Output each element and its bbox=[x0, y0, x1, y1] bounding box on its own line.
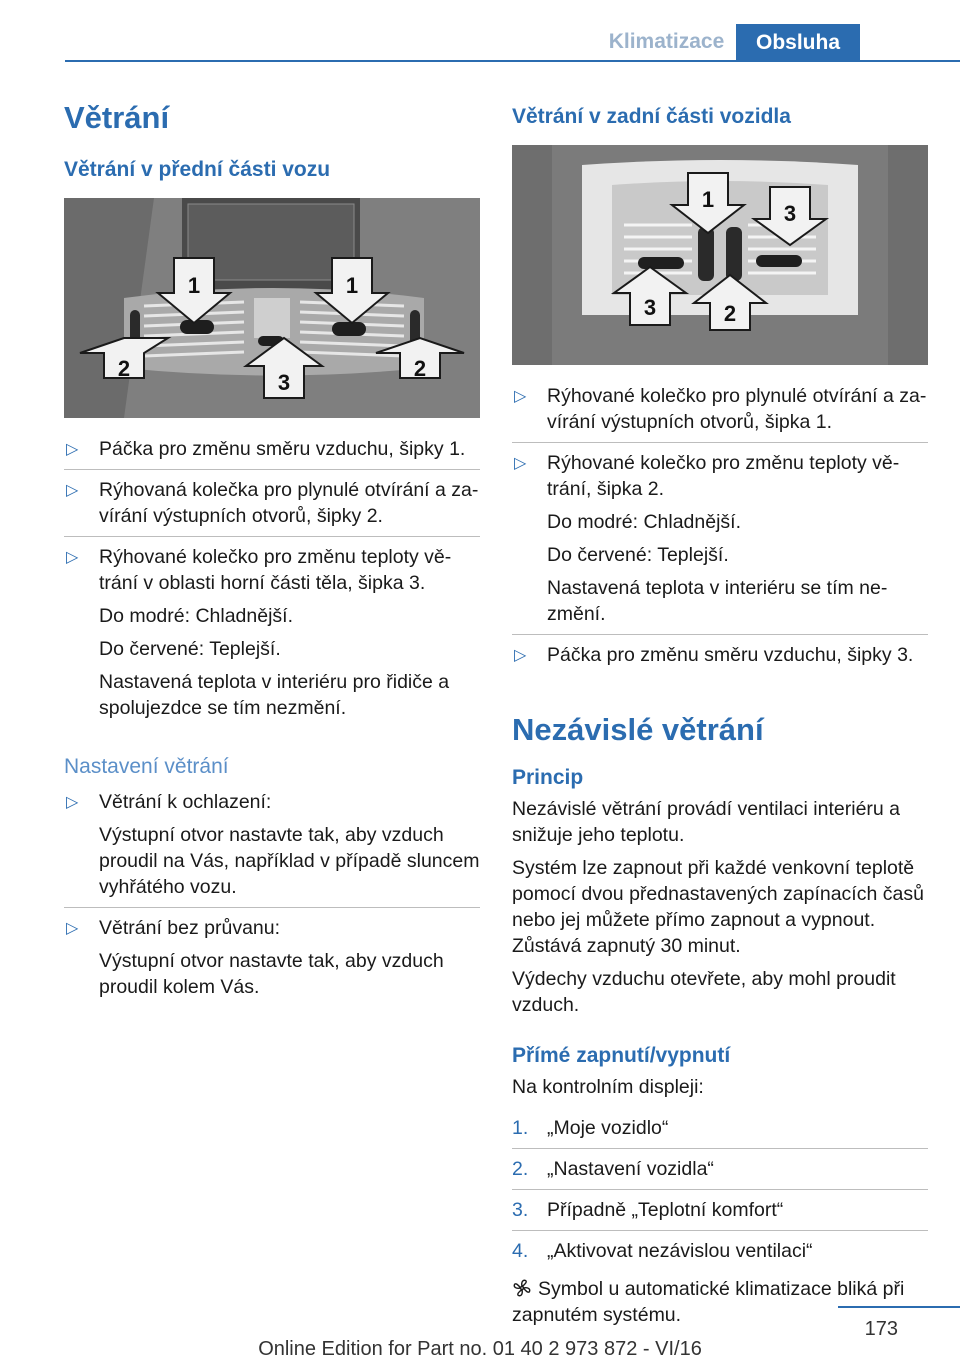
arrow-label: 3 bbox=[643, 295, 657, 320]
bullet-note: Do červené: Teplejší. bbox=[99, 638, 281, 660]
rear-vents-figure bbox=[512, 145, 928, 365]
divider bbox=[512, 634, 928, 635]
front-vents-figure bbox=[64, 198, 480, 418]
triangle-bullet-icon: ▷ bbox=[66, 482, 79, 499]
step-text: „Aktivovat nezávislou ventilaci“ bbox=[547, 1240, 813, 1262]
page-number: 173 bbox=[864, 1318, 898, 1340]
step-number: 1. bbox=[512, 1117, 529, 1139]
triangle-bullet-icon: ▷ bbox=[66, 794, 79, 811]
list-item bbox=[512, 450, 928, 627]
triangle-bullet-icon: ▷ bbox=[514, 647, 527, 664]
rear-bullet-list bbox=[512, 383, 928, 668]
step-number: 3. bbox=[512, 1199, 529, 1221]
principle-heading: Princip bbox=[512, 766, 584, 789]
bullet-note: Výstupní otvor nastavte tak, aby vzduch proudil kolem Vás. bbox=[99, 950, 444, 998]
footer-rule bbox=[838, 1306, 960, 1308]
bullet-text: Větrání bez průvanu: bbox=[99, 917, 281, 939]
arrow-label: 1 bbox=[701, 187, 715, 212]
divider bbox=[64, 536, 480, 537]
list-item bbox=[64, 915, 480, 1000]
triangle-bullet-icon: ▷ bbox=[514, 388, 527, 405]
rear-vents-illustration bbox=[512, 145, 928, 365]
edition-footer: Online Edition for Part no. 01 40 2 973 872 - VI/16 bbox=[258, 1338, 702, 1360]
bullet-text: Rýhovaná kolečka pro plynulé otvírání a za‐vírání výstupních otvorů, šipky 2. bbox=[99, 479, 479, 527]
principle-paragraph: Systém lze zapnout při každé venkovní teplotě pomocí dvou přednastavených zapínacích časů nebo jej můžete přímo zapnout a vypnout. Zůstává zapnutý 30 minut. bbox=[512, 857, 924, 957]
header-rule bbox=[65, 60, 960, 62]
list-item bbox=[512, 383, 928, 435]
list-item bbox=[64, 436, 480, 462]
fan-icon bbox=[512, 1278, 532, 1298]
divider bbox=[64, 907, 480, 908]
principle-paragraph: Výdechy vzduchu otevřete, aby mohl proudit vzduch. bbox=[512, 968, 896, 1016]
bullet-text: Rýhované kolečko pro změnu teploty vě‐trání, šipka 2. bbox=[547, 452, 900, 500]
settings-bullet-list bbox=[64, 789, 480, 1000]
arrow-label: 1 bbox=[345, 273, 359, 298]
tab-klimatizace[interactable]: Klimatizace bbox=[608, 30, 725, 53]
tab-obsluha[interactable]: Obsluha bbox=[736, 24, 860, 62]
front-bullet-list bbox=[64, 436, 480, 721]
front-ventilation-heading: Větrání v přední části vozu bbox=[64, 158, 331, 181]
rear-ventilation-heading: Větrání v zadní části vozidla bbox=[512, 105, 791, 128]
step-text: Případně „Teplotní komfort“ bbox=[547, 1199, 784, 1221]
divider bbox=[512, 1189, 928, 1190]
bullet-note: Do modré: Chladnější. bbox=[547, 511, 742, 533]
list-item bbox=[512, 642, 928, 668]
divider bbox=[512, 1230, 928, 1231]
arrow-label: 2 bbox=[117, 356, 131, 381]
list-item bbox=[64, 477, 480, 529]
bullet-note: Nastavená teplota v interiéru se tím ne‐změní. bbox=[547, 577, 888, 625]
bullet-note: Do červené: Teplejší. bbox=[547, 544, 729, 566]
list-item bbox=[512, 1238, 928, 1264]
triangle-bullet-icon: ▷ bbox=[66, 549, 79, 566]
steps-list bbox=[512, 1115, 928, 1264]
triangle-bullet-icon: ▷ bbox=[66, 441, 79, 458]
bullet-note: Nastavená teplota v interiéru pro řidiče a spolujezdce se tím nezmění. bbox=[99, 671, 450, 719]
bullet-text: Páčka pro změnu směru vzduchu, šipky 3. bbox=[547, 644, 914, 666]
bullet-note: Do modré: Chladnější. bbox=[99, 605, 294, 627]
front-vents-illustration bbox=[64, 198, 480, 418]
list-item bbox=[512, 1197, 928, 1223]
arrow-label: 3 bbox=[277, 370, 291, 395]
triangle-bullet-icon: ▷ bbox=[514, 455, 527, 472]
bullet-text: Rýhované kolečko pro změnu teploty vě‐trání v oblasti horní části těla, šipka 3. bbox=[99, 546, 452, 594]
divider bbox=[512, 442, 928, 443]
step-number: 4. bbox=[512, 1240, 529, 1262]
list-item bbox=[64, 789, 480, 900]
list-item bbox=[512, 1115, 928, 1141]
step-number: 2. bbox=[512, 1158, 529, 1180]
bullet-text: Větrání k ochlazení: bbox=[99, 791, 272, 813]
principle-paragraph: Nezávislé větrání provádí ventilaci interiéru a snižuje jeho teplotu. bbox=[512, 798, 901, 846]
arrow-label: 1 bbox=[187, 273, 201, 298]
direct-intro: Na kontrolním displeji: bbox=[512, 1076, 704, 1098]
note-text: Symbol u automatické klimatizace bliká při zapnutém systému. bbox=[512, 1278, 905, 1326]
triangle-bullet-icon: ▷ bbox=[66, 920, 79, 937]
list-item bbox=[512, 1156, 928, 1182]
arrow-label: 2 bbox=[413, 356, 427, 381]
settings-heading: Nastavení větrání bbox=[64, 755, 229, 778]
left-column bbox=[64, 100, 480, 1000]
right-column bbox=[512, 100, 928, 1328]
independent-ventilation-title: Nezávislé větrání bbox=[512, 712, 764, 747]
list-item bbox=[64, 544, 480, 721]
page-header bbox=[0, 0, 960, 62]
step-text: „Moje vozidlo“ bbox=[547, 1117, 669, 1139]
arrow-label: 2 bbox=[723, 301, 737, 326]
divider bbox=[512, 1148, 928, 1149]
bullet-note: Výstupní otvor nastavte tak, aby vzduch proudil na Vás, například v případě sluncem vyhřátého vozu. bbox=[99, 824, 480, 898]
bullet-text: Rýhované kolečko pro plynulé otvírání a za‐vírání výstupních otvorů, šipka 1. bbox=[547, 385, 927, 433]
step-text: „Nastavení vozidla“ bbox=[547, 1158, 714, 1180]
bullet-text: Páčka pro změnu směru vzduchu, šipky 1. bbox=[99, 438, 466, 460]
arrow-label: 3 bbox=[783, 201, 797, 226]
direct-onoff-heading: Přímé zapnutí/vypnutí bbox=[512, 1044, 731, 1067]
page-title: Větrání bbox=[64, 100, 170, 135]
divider bbox=[64, 469, 480, 470]
